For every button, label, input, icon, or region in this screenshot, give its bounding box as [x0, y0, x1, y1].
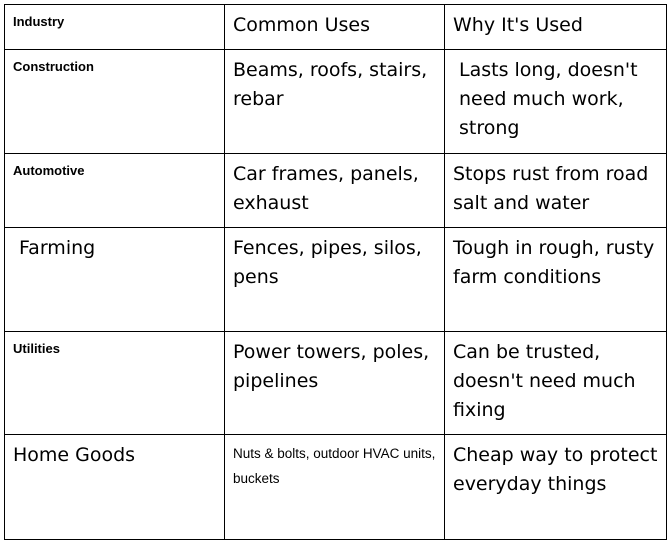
why-cell [445, 228, 667, 332]
uses-text: Nuts & bolts, outdoor HVAC units, buckets [233, 446, 436, 486]
why-cell [445, 332, 667, 435]
industry-cell [5, 154, 225, 228]
industry-cell [5, 332, 225, 435]
uses-cell [225, 50, 445, 154]
table-row [5, 435, 667, 540]
uses-text: Car frames, panels, exhaust [233, 163, 419, 214]
why-cell [445, 435, 667, 540]
uses-cell [225, 332, 445, 435]
header-cell-industry [5, 5, 225, 50]
why-cell [445, 50, 667, 154]
why-text: Cheap way to protect everyday things [453, 444, 658, 495]
uses-cell [225, 228, 445, 332]
why-cell [445, 154, 667, 228]
industry-cell [5, 435, 225, 540]
uses-cell [225, 154, 445, 228]
industry-text: Home Goods [13, 444, 136, 466]
uses-text: Fences, pipes, silos, pens [233, 237, 422, 288]
header-common-uses-text: Common Uses [233, 14, 371, 36]
why-text: Can be trusted, doesn't need much fixing [453, 341, 636, 421]
industry-text: Utilities [13, 341, 60, 356]
table-header-row [5, 5, 667, 50]
why-text: Stops rust from road salt and water [453, 163, 649, 214]
industry-text: Farming [19, 237, 96, 259]
uses-cell [225, 435, 445, 540]
industry-cell [5, 50, 225, 154]
table-row [5, 332, 667, 435]
industry-text: Automotive [13, 163, 85, 178]
table-row [5, 50, 667, 154]
why-text: Lasts long, doesn't need much work, strong [459, 59, 638, 139]
industry-cell [5, 228, 225, 332]
header-cell-common-uses [225, 5, 445, 50]
industry-uses-table [4, 4, 667, 540]
table-row [5, 228, 667, 332]
uses-text: Power towers, poles, pipelines [233, 341, 430, 392]
industry-text: Construction [13, 59, 94, 74]
header-cell-why-used [445, 5, 667, 50]
uses-text: Beams, roofs, stairs, rebar [233, 59, 428, 110]
table-row [5, 154, 667, 228]
why-text: Tough in rough, rusty farm conditions [453, 237, 655, 288]
header-industry-text: Industry [13, 14, 65, 29]
header-why-used-text: Why It's Used [453, 14, 583, 36]
